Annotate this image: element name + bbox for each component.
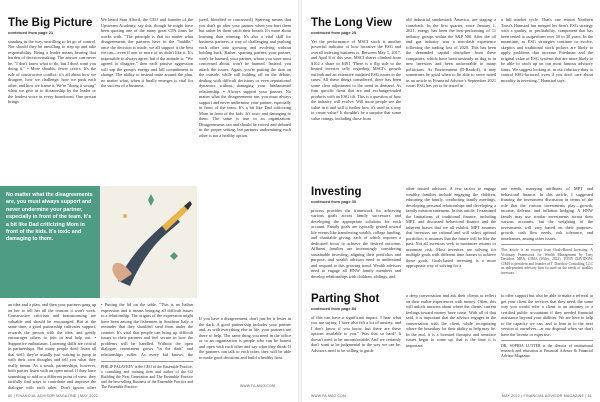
bottom-text-2: • Putting the lid on the table. "This is an Italian expression and it means bringing all difficult issues to a relationship. The origins of the expression might have been among the fishermen in Southern Italy, a reminder that they shouldn't steal from under the counter. It's vital that people can bring up difficult issues to their partners and feel secure in how the problems will be handled. Without the open dialogue, resentment grows "in the dark" and relationships suffer. As every kid knows, the — [101, 302, 193, 357]
parting-shot-continued: continued from page 84 — [311, 306, 357, 311]
investing-col-3 — [501, 186, 593, 286]
bottom-col-3 — [199, 316, 291, 378]
investing-footnote: This article is an excerpt from Goals-Based Investing: A Visionary Framework for Wealth Management by Tony Davidow, MBA, CIMA (Wiley, 2022). TONY DAVIDOW, CIMA is president and founder of T. Davidow Consulting, LLC an independent advisory firm focused on the needs of wealthy investors. — [501, 248, 593, 275]
long-view-col-1 — [311, 17, 401, 167]
long-view-text-1: Yet the performance of MSCI stock is another powerful indicator of how lucrative the ESG and overall indexing business is. Between May 1, 2017, and April 8 of this year, MSCI shares climbed from $102 a share to $491. There is a flip side to the heated investor tally regarding MSCI's growth outlook and an extensive outdated ESG issues in the cases. All these things considered, there has been some clear adjustment to the trend in demand. As firm specific firms that are and exchange-traded products with an ESG tilt. This is a question of how the industry will evolve. Will more people see the value in it and will it further how it's used as a way to create value? It shouldn't be a surprise that some value ratings, including those from — [311, 38, 401, 121]
investing-text-3: one needs, marrying attributes of MPT and behavioral finance. In this article, I suggested framing the investment discussion in terms of the role that the various investments play—growth, income, defense, and inflation hedging. A HNW family may use similar investments across their various accounts, but the weighting of the investments will vary based on their purposes: growth, cash flow needs, risk tolerance, and timeframes, among other issues. — [501, 186, 593, 241]
folio-right: MAY 2022 | FINANCIAL ADVISOR MAGAZINE | 61 — [501, 394, 592, 398]
right-page — [302, 0, 600, 402]
hand-pencil-drawing — [100, 186, 197, 298]
investing-col-1 — [311, 186, 401, 286]
investing-text-2: other trusted advisors. A few tactics to engage wealthy families include engaging the children, educating the family, conducting family meetings, developing personal relationships and developing a family mission statement. In this article, I examined the limitations of traditional finance, including MPT, and discussed behavioral finance and the inherent biases that we all exhibit. MPT assumes that investors are rational and will select optimal portfolios; it assumes that the future will be like the past. Not all investors seek to maximize returns or minimize risk. Most investors are solving for multiple goals with different time frames to achieve those goals. Goals-based investing is a more appropriate way of solving for a — [406, 186, 496, 268]
pull-quote-text: No matter what the disagreements are, you must always support and never undermine your partner, especially in front of the team. It's a bit like Dad criticizing Mom in front of the kids. It's toxic and damaging to them. — [6, 192, 93, 243]
long-view-col-2 — [406, 17, 496, 167]
big-picture-text-1: standing in the way, unwilling to let go of control. Nor should they be unwilling to step up and take responsibility. Being a leader means bearing that burden of decision-making. The answer can never be, "I don't know what to do, but I don't want you doing it." • More shoulds, fewer critics. It's the rule of constructive conflict: it's all about how we disagree, how we challenge, how we push each other, and how we frame it. We're "doing it wrong" when we give in to dictatorship by the leader or the loudest voice in every boardroom. One person brings — [8, 38, 96, 104]
bottom-text-1: an idea and a plan, and then your partners gang up on her to tell her all the reasons it won't work. Constructive criticism and brainstorming are valuable and should be encouraged. But at the same time, a good partnership cultivates support, rewards the person with the idea, and gently encourages others to join in and help out. • Supportive enthusiasm. Listening skills are critical in partnerships. But many people don't listen all that well; they're usually just waiting to jump in with their own thoughts and tell you what they really meant. As a result, partnerships, however, both parties listen with an open mind. If they have something to add or a different point of view, they tactfully find ways to contribute and improve the dialogue with each other. Don't ignore other — [8, 302, 96, 390]
author-bio-1: PHILIP PALAVEEV is the CEO of the Ensemble Practice, a consulting and training firm and author of the G2 Building the Next Generation and The Ensemble Practice and the best-selling Business of the Ensemble Practice and The Ensemble Practice. — [101, 365, 193, 389]
long-view-col-3 — [501, 17, 593, 167]
long-view-continued: continued from page 25 — [311, 30, 357, 35]
big-picture-col-3 — [199, 17, 291, 313]
parting-shot-title: Parting Shot — [311, 293, 380, 305]
big-picture-text-2: We heard Sam Alford, the CEO and founder of the Upstream Academy, say this, though he might have been quoting one of the many great CPA firms he works with. "The principle is that no matter what disagreements the partners have in the "huddle," once the decision is made, we all support it the best we can—even if one or more of us didn't like it. It's impossible to always agree, but if the attitude is: "We agreed to disagree," then each passive aggression will sap the group's energy and kill commitment to change. The ability to instead unite around the plan, no matter what, when it finally emerges is vital for the success of a business. — [101, 17, 193, 88]
folio-left: 60 | FINANCIAL ADVISOR MAGAZINE | MAY 2022 — [8, 394, 99, 398]
long-view-text-2: old industrial smokestack America, are staging a comeback. In the first quarter, since January 1, 2021, energy has been the best-performing of 11 industry groups within the S&P 500. After the oil and gas industry was a non-dash experience following the trading loss of 2020. This has been the demanded capital discipline from these companies, which have been unsteady as dug to in new investors and been unfavorable to many politicians. As Environment (D-Rank-4), it may sometimes be good when to be able to serve noted in an article in Financial Advisor's September 2021 issue, ESG has yet to be tested in — [406, 17, 496, 88]
big-picture-continued: continued from page 21 — [8, 30, 54, 35]
bio-rule — [101, 361, 193, 362]
website-url-right: WWW.FA-MAG.COM — [311, 394, 347, 398]
parting-shot-col-2 — [406, 293, 496, 391]
bottom-text-3: If you have a disagreement, don't just let it fester in the dark. A good partnership includes your partner and, as with everything else in life, your partners are there to help. The same thing you need in the office or in an organization is people who can be honest and open with each other and say what they think. If the partners can talk to each other, they will be able to make good decisions and build a healthy firm. — [199, 316, 291, 360]
big-picture-col-2 — [101, 17, 193, 183]
investing-text-1: process provides the framework for achieving various goals across family successors and developing the appropriate solutions for each account. Family goals are typically geared toward life events like transferring wealth, college funding, and charitable giving, each of which requires a dedicated focus to achieve the desired outcome. Affluent families are increasingly considering sustainable investing, aligning their portfolios and purpose, and wealth advisors need to understand and respond to this growing trend. Wealth advisors need to engage all HNW family members and develop relationships with children, siblings, and — [311, 207, 401, 279]
parting-shot-col-1 — [311, 293, 401, 391]
parting-shot-text-1: of this can have a significant impact. I hear what you are saying. I have also felt a lot of anxiety, and I don't know if you know, but there are these options available to you." Was that so hard? It doesn't need to be uncomfortable. And we certainly don't want to be judgmental in the way we can be. Advisors need to be willing to guide — [311, 314, 401, 353]
long-view-title: The Long View — [311, 17, 392, 29]
investing-title: Investing — [311, 186, 362, 198]
big-picture-col-1 — [8, 17, 96, 183]
author-bios — [101, 358, 193, 392]
parting-shot-text-3: to offer support but also be able to make a referral to get your client the services that they need, the same way you would refer a client to an attorney or a certified public accountant if they needed financial assistance beyond your abilities. We are here to help to the capacity we can, and to lean in to the next version of ourselves—at our disposal when we don't have the license or expertise. — [501, 293, 593, 337]
bottom-col-1 — [8, 302, 96, 390]
parting-shot-col-3 — [501, 293, 593, 391]
investing-continued: continued from page 30 — [311, 199, 357, 204]
long-view-text-3: a full market cycle. That's one reason Northern Trust's Hamstad has merged his firm's ESG strategy with a quality, or profitability, component that has been tested to outperform over 50 to 30 years. In the meantime, as ESG strategies continue to evolve, skeptics and traditional stock pickers are likely to apply problems that increase Friedman and the original value of ESG systems that are more likely to be able to catch up on our most famous advisory firms. We suggest looking at, in our fiduciary duty to control ESG-factored, even if you don't care about morality in investing." Hamstad says. — [501, 17, 593, 83]
pull-quote — [0, 186, 100, 298]
left-page — [0, 0, 298, 402]
investing-col-2 — [406, 186, 496, 286]
bottom-col-2 — [101, 302, 193, 357]
website-url: WWW.FA-MAG.COM — [240, 384, 276, 388]
illustration-pencil-hand — [100, 186, 197, 298]
investing-rule — [501, 244, 593, 245]
big-picture-text-3: jored, bloodied or concussed.) Sparring means that you don't go after your partner when you hurt them but rather let them catch their breath. It's more about learning than winning. It's also a vital skill for business partners, a way of challenging and pushing each other into growing and evolving without holding back. Rather, sparring partner, your partner, won't be harmed; your partner, whom you were most concerned about, won't be harmed. Instead, you attack the issues. Again, you're putting the skin on the outside, while still holding off on the debate, dealing with difficult decisions or even reputational dynamics without damaging your fundamental relationship. • Always support your partner. No matter what the disagreements are, you must always support and never undermine your partner, especially in front of the team. It's a bit like Dad criticizing Mom in front of the kids. It's toxic and damaging to them. The same is true in an organization. Disagreements can and should be voiced and debated in the proper setting, but partners undermining each other is not a healthy option. — [199, 17, 291, 138]
parting-shot-text-2: a deep conversation and ask their clients to reflect on their earlier experiences with money. Often, this will unlock answers about where the clients' current feelings toward money have come. With all of that said, it is important that the advisor engages in the conversation with the client, while recognizing where the boundary for their ability to help may lie. In the end, it is a licensed therapist and sensitive issues begin to come up, that is the time it is important — [406, 293, 496, 348]
big-picture-title: The Big Picture — [8, 17, 93, 29]
parting-shot-rule — [501, 340, 593, 341]
parting-shot-bio: DR. SOPHIA LUTTER is the director of institutional research and education at Financial Advisor & Financial Advisor Magazine. — [501, 344, 593, 358]
